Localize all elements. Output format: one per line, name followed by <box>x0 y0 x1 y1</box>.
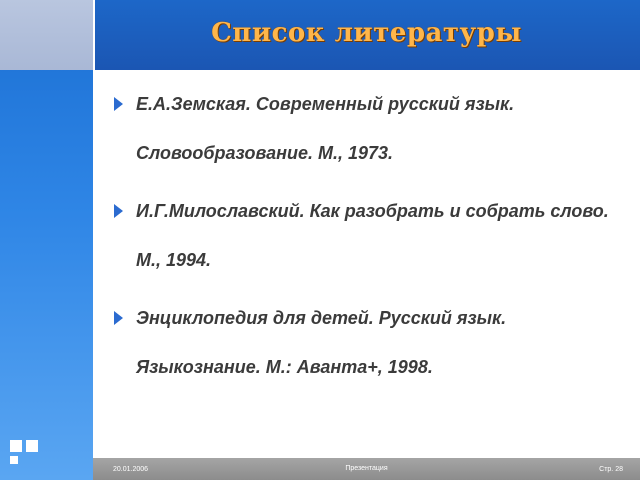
list-item <box>112 294 622 401</box>
top-left-panel <box>0 0 93 70</box>
list-item-text: Энциклопедия для детей. Русский язык. Языкознание. М.: Аванта+, 1998. <box>136 308 507 377</box>
bullet-icon <box>114 97 123 111</box>
bibliography-list <box>112 80 622 401</box>
list-item <box>112 187 622 294</box>
list-item-text: Е.А.Земская. Современный русский язык. Словообразование. М., 1973. <box>136 94 515 163</box>
list-item-text: И.Г.Милославский. Как разобрать и собрать слово. М., 1994. <box>136 201 609 270</box>
vertical-divider <box>93 0 95 480</box>
squares-logo-icon <box>10 440 40 470</box>
footer-date: 20.01.2006 <box>113 466 149 473</box>
slide-title: Список литературы <box>211 18 522 48</box>
footer-presentation-label: Презентация <box>345 465 388 472</box>
bullet-icon <box>114 204 123 218</box>
bullet-icon <box>114 311 123 325</box>
left-sidebar-decoration <box>0 0 93 480</box>
slide-footer <box>93 458 640 480</box>
footer-page-number: Стр. 28 <box>599 466 623 473</box>
list-item <box>112 80 622 187</box>
